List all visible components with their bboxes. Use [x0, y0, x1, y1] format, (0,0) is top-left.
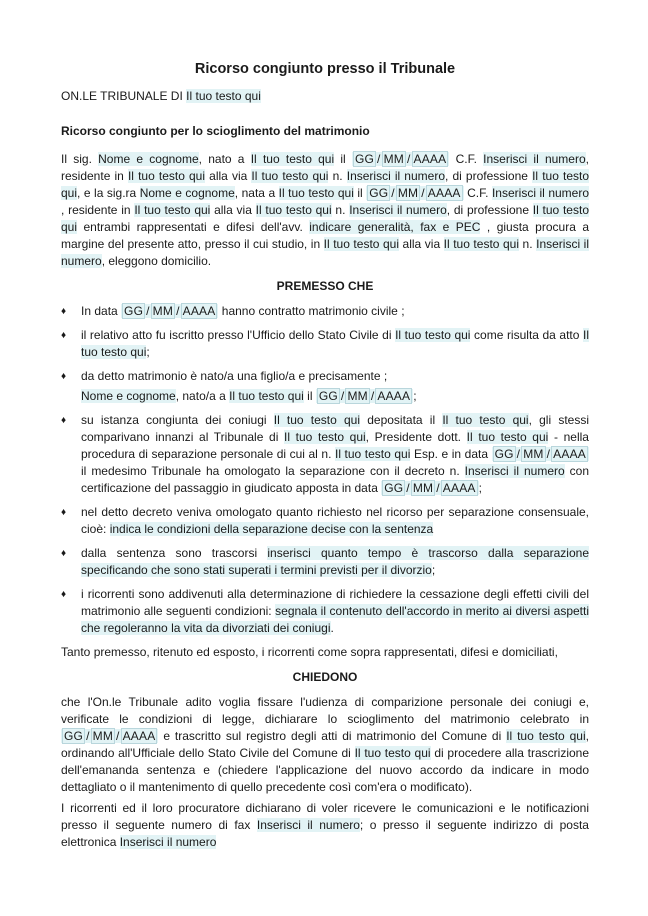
agreement-field[interactable]: segnala il contenuto dell'accordo in merito ai diversi aspetti che regoleranno la vita da divorziati dei coniugi	[81, 604, 589, 635]
date-field[interactable]: GG / MM / AAAA	[61, 729, 158, 743]
number-field[interactable]: Inserisci il numero	[349, 203, 447, 217]
placeholder-field[interactable]: Il tuo testo qui	[251, 169, 329, 183]
diamond-bullet-icon: ♦	[61, 306, 67, 317]
conditions-field[interactable]: indica le condizioni della separazione decise con la sentenza	[109, 522, 434, 536]
placeholder-field[interactable]: Il tuo testo qui	[506, 729, 586, 743]
lawyer-field[interactable]: indicare generalità, fax e PEC	[309, 220, 481, 234]
placeholder-field[interactable]: Il tuo testo qui	[127, 169, 206, 183]
date-field[interactable]: GG / MM / AAAA	[381, 481, 478, 495]
date-field[interactable]: GG / MM / AAAA	[366, 186, 463, 200]
number-field[interactable]: Inserisci il numero	[483, 152, 586, 166]
time-elapsed-field[interactable]: inserisci quanto tempo è trascorso dalla separazione specificando che sono stati superati i termini previsti per il divorzio	[81, 546, 589, 577]
number-field[interactable]: Inserisci il numero	[346, 169, 445, 183]
chiedono-heading: CHIEDONO	[292, 670, 358, 684]
tanto-paragraph: Tanto premesso, ritenuto ed esposto, i ricorrenti come sopra rappresentati, difesi e domiciliati,	[61, 645, 558, 659]
name-field[interactable]: Nome e cognome	[81, 389, 176, 403]
placeholder-field[interactable]: Il tuo testo qui	[278, 186, 354, 200]
name-field[interactable]: Nome e cognome	[98, 152, 199, 166]
request-paragraph: che l'On.le Tribunale adito voglia fissare l'udienza di comparizione personale dei coniugi e, verificate le condizioni di legge, dichiarare lo scioglimento del matrimonio celebrato in GG / MM / AAAA e trascritto sul registro degli atti di matrimonio del Comune di Il tuo testo qui, ordinando all'Ufficiale dello Stato Civile del Comune di Il tuo testo qui di procedere alla trascrizione dell'emananda sentenza e (chiedere l'applicazione del nuovo accordo da indicare in modo dettagliato o il mantenimento di quello precedente così com'era o modificato).	[61, 695, 590, 794]
placeholder-field[interactable]: Il tuo testo qui	[443, 237, 520, 251]
diamond-bullet-icon: ♦	[61, 415, 67, 426]
premesso-list	[61, 303, 589, 637]
document-page	[61, 60, 589, 859]
list-item: ♦ nel detto decreto veniva omologato quanto richiesto nel ricorso per separazione consensuale, cioè: indica le condizioni della separazione decise con la sentenza	[61, 505, 589, 536]
placeholder-field[interactable]: Il tuo testo qui	[354, 746, 431, 760]
placeholder-field[interactable]: Il tuo testo qui	[284, 430, 366, 444]
placeholder-field[interactable]: Il tuo testo qui	[395, 328, 471, 342]
document-title: Ricorso congiunto presso il Tribunale	[194, 61, 456, 77]
diamond-bullet-icon: ♦	[61, 330, 67, 341]
number-field[interactable]: Inserisci il numero	[61, 237, 589, 268]
placeholder-field[interactable]: Il tuo testo qui	[229, 389, 304, 403]
list-item: ♦ da detto matrimonio è nato/a una figlio/a e precisamente ; Nome e cognome, nato/a a Il tuo testo qui il GG / MM / AAAA ;	[61, 368, 589, 405]
number-field[interactable]: Inserisci il numero	[491, 186, 590, 200]
placeholder-field[interactable]: Il tuo testo qui	[466, 430, 549, 444]
email-field[interactable]: Inserisci il numero	[119, 835, 217, 849]
number-field[interactable]: Inserisci il numero	[464, 464, 565, 478]
diamond-bullet-icon: ♦	[61, 371, 67, 382]
intro-paragraph: Il sig. Nome e cognome, nato a Il tuo testo qui il GG / MM / AAAA C.F. Inserisci il numero, residente in Il tuo testo qui alla via Il tuo testo qui n. Inserisci il numero, di professione Il tuo testo qui, e la sig.ra Nome e cognome, nata a Il tuo testo qui il GG / MM / AAAA C.F. Inserisci il numero , residente in Il tuo testo qui alla via Il tuo testo qui n. Inserisci il numero, di professione Il tuo testo qui entrambi rappresentati e difesi dell'avv. indicare generalità, fax e PEC , giusta procura a margine del presente atto, presso il cui studio, in Il tuo testo qui alla via Il tuo testo qui n. Inserisci il numero, eleggono domicilio.	[61, 152, 590, 268]
placeholder-field[interactable]: Il tuo testo qui	[61, 169, 590, 200]
date-field[interactable]: GG / MM / AAAA	[492, 447, 589, 461]
list-item: ♦ i ricorrenti sono addivenuti alla determinazione di richiedere la cessazione degli effetti civili del matrimonio alle seguenti condizioni: segnala il contenuto dell'accordo in merito ai diversi aspetti che regoleranno la vita da divorziati dei coniugi.	[61, 587, 589, 635]
date-field[interactable]: GG / MM / AAAA	[352, 152, 449, 166]
diamond-bullet-icon: ♦	[61, 507, 67, 518]
placeholder-field[interactable]: Il tuo testo qui	[255, 203, 332, 217]
child-details: Nome e cognome, nato/a a Il tuo testo qui il GG / MM / AAAA ;	[81, 389, 417, 403]
fax-number-field[interactable]: Inserisci il numero	[256, 818, 360, 832]
placeholder-field[interactable]: Il tuo testo qui	[442, 413, 529, 427]
date-field[interactable]: GG / MM / AAAA	[121, 304, 218, 318]
date-field[interactable]: GG / MM / AAAA	[316, 389, 413, 403]
notifications-paragraph: I ricorrenti ed il loro procuratore dichiarano di voler ricevere le comunicazioni e le notificazioni presso il seguente numero di fax Inserisci il numero; o presso il seguente indirizzo di posta elettronica Inserisci il numero	[61, 801, 589, 849]
diamond-bullet-icon: ♦	[61, 589, 67, 600]
name-field[interactable]: Nome e cognome	[139, 186, 235, 200]
placeholder-field[interactable]: Il tuo testo qui	[61, 203, 589, 234]
list-item: ♦ In data GG / MM / AAAA hanno contratto matrimonio civile ;	[61, 304, 405, 318]
placeholder-field[interactable]: Il tuo testo qui	[134, 203, 211, 217]
court-line: ON.LE TRIBUNALE DI Il tuo testo qui	[61, 89, 261, 103]
placeholder-field[interactable]: Il tuo testo qui	[186, 89, 261, 103]
placeholder-field[interactable]: Il tuo testo qui	[273, 413, 361, 427]
placeholder-field[interactable]: Il tuo testo qui	[323, 237, 400, 251]
list-item: ♦ su istanza congiunta dei coniugi Il tuo testo qui depositata il Il tuo testo qui, gli stessi comparivano innanzi al Tribunale di Il tuo testo qui, Presidente dott. Il tuo testo qui - nella procedura di separazione personale di cui al n. Il tuo testo qui Esp. e in data GG / MM / AAAA il medesimo Tribunale ha omologato la separazione con il decreto n. Inserisci il numero con certificazione del passaggio in giudicato apposta in data GG / MM / AAAA ;	[61, 413, 590, 495]
document-subtitle: Ricorso congiunto per lo scioglimento del matrimonio	[61, 124, 370, 138]
diamond-bullet-icon: ♦	[61, 548, 67, 559]
premesso-heading: PREMESSO CHE	[276, 279, 374, 293]
list-item: ♦ il relativo atto fu iscritto presso l'Ufficio dello Stato Civile di Il tuo testo qui come risulta da atto Il tuo testo qui;	[61, 328, 590, 359]
placeholder-field[interactable]: Il tuo testo qui	[334, 447, 411, 461]
placeholder-field[interactable]: Il tuo testo qui	[250, 152, 335, 166]
placeholder-field[interactable]: Il tuo testo qui	[81, 328, 590, 359]
list-item: ♦ dalla sentenza sono trascorsi inserisci quanto tempo è trascorso dalla separazione specificando che sono stati superati i termini previsti per il divorzio;	[61, 546, 589, 577]
